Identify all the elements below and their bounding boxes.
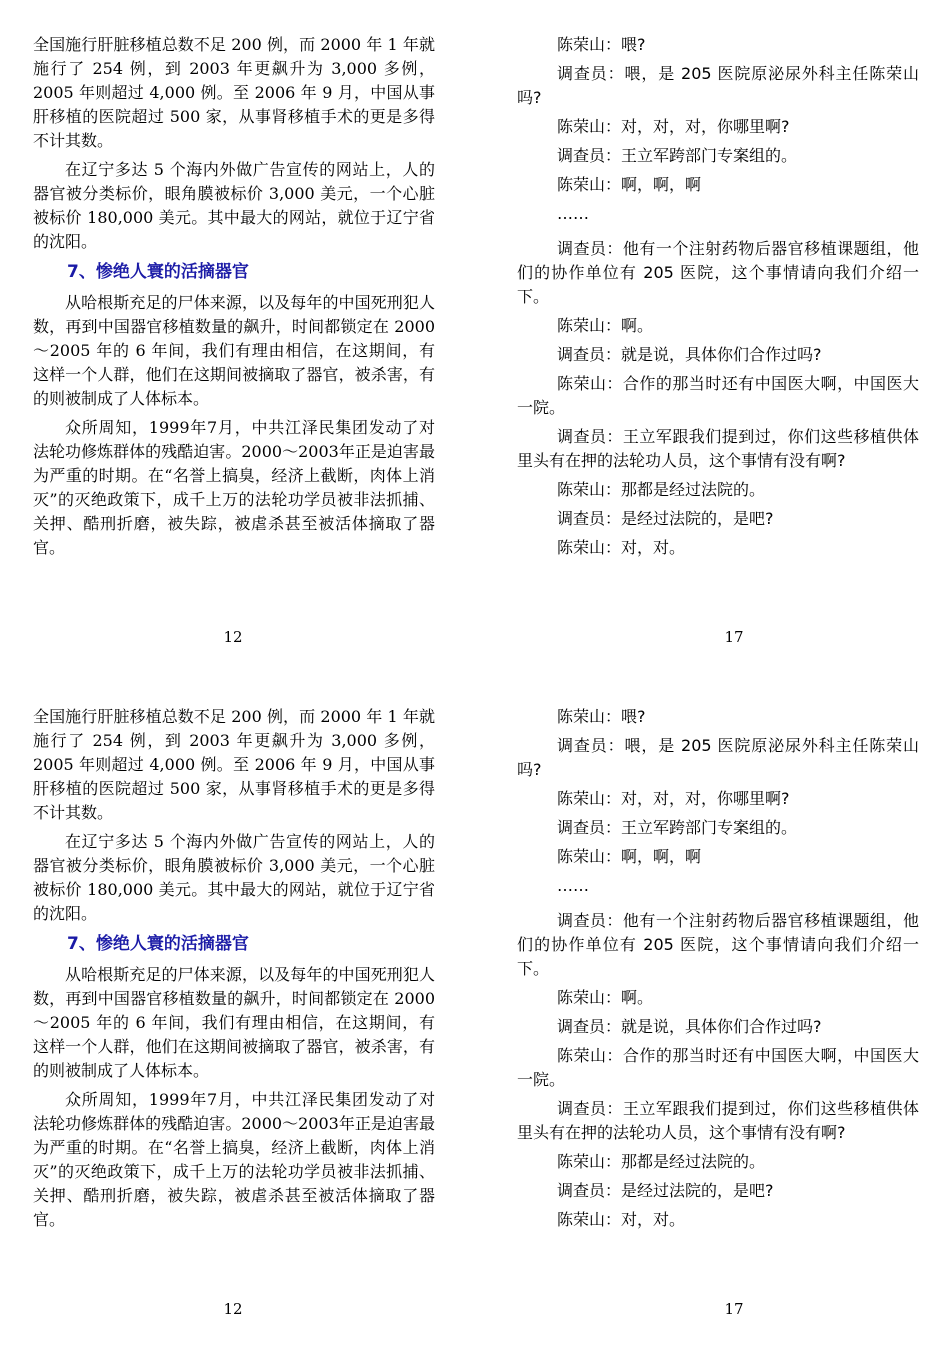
dialogue-line	[517, 144, 919, 168]
speaker-label: 调查员：	[557, 146, 622, 165]
utterance: 王立军跨部门专案组的。	[621, 146, 798, 165]
utterance: 是经过法院的，是吧?	[621, 509, 774, 528]
paragraph-body-sources: 从哈根斯充足的尸体来源，以及每年的中国死刑犯人数，再到中国器官移植数量的飙升，时间都锁定在 2000～2005 年的 6 年间，我们有理由相信，在这期间，有这样一个人群，他们在这期间被摘取了器官，被杀害，有的则被制成了人体标本。	[33, 293, 435, 408]
dialogue-line	[517, 909, 919, 981]
paragraph-body-sources: 从哈根斯充足的尸体来源，以及每年的中国死刑犯人数，再到中国器官移植数量的飙升，时间都锁定在 2000～2005 年的 6 年间，我们有理由相信，在这期间，有这样一个人群，他们在这期间被摘取了器官，被杀害，有的则被制成了人体标本。	[33, 965, 435, 1080]
page-spread-top	[0, 0, 950, 672]
dialogue-line	[517, 425, 919, 473]
dialogue-line	[517, 536, 919, 560]
utterance: 就是说，具体你们合作过吗?	[621, 345, 822, 364]
paragraph-persecution: 众所周知，1999年7月，中共江泽民集团发动了对法轮功修炼群体的残酷迫害。2000～2003年正是迫害最为严重的时期。在“名誉上搞臭，经济上截断，肉体上消灭”的灭绝政策下，成千上万的法轮功学员被非法抓捕、关押、酷刑折磨，被失踪，被虐杀甚至被活体摘取了器官。	[33, 1090, 435, 1229]
dialogue-line	[517, 62, 919, 110]
left-page-column	[33, 33, 435, 565]
ellipsis: ……	[557, 876, 589, 895]
speaker-label: 陈荣山：	[557, 789, 622, 808]
dialogue-line	[517, 314, 919, 338]
dialogue-line	[517, 343, 919, 367]
speaker-label: 陈荣山：	[557, 374, 623, 393]
right-page-column	[517, 33, 919, 565]
dialogue-line	[517, 1179, 919, 1203]
dialogue-line	[517, 1044, 919, 1092]
utterance: 啊，啊，啊	[621, 847, 702, 866]
dialogue-line	[517, 816, 919, 840]
dialogue-line	[517, 115, 919, 139]
speaker-label: 陈荣山：	[557, 35, 622, 54]
utterance: 那都是经过法院的。	[621, 1152, 766, 1171]
utterance: 王立军跟我们提到过，你们这些移植供体里头有在押的法轮功人员，这个事情有没有啊?	[517, 1099, 919, 1142]
utterance: 啊，啊，啊	[621, 175, 702, 194]
speaker-label: 陈荣山：	[557, 1046, 623, 1065]
page-number-left: 12	[223, 628, 243, 646]
speaker-label: 调查员：	[557, 1099, 623, 1118]
left-page-column	[33, 705, 435, 1237]
dialogue-line	[517, 705, 919, 729]
utterance: 对，对，对，你哪里啊?	[621, 789, 790, 808]
page-number-right: 17	[724, 1300, 744, 1318]
speaker-label: 调查员：	[557, 818, 622, 837]
dialogue-line	[517, 1015, 919, 1039]
speaker-label: 陈荣山：	[557, 316, 622, 335]
dialogue-line	[517, 845, 919, 869]
right-page-column	[517, 705, 919, 1237]
dialogue-line	[517, 1150, 919, 1174]
paragraph-organ-pricing: 在辽宁多达 5 个海内外做广告宣传的网站上，人的器官被分类标价，眼角膜被标价 3,000 美元，一个心脏被标价 180,000 美元。其中最大的网站，就位于辽宁省的沈阳。	[33, 160, 435, 251]
dialogue-line	[517, 237, 919, 309]
utterance: 就是说，具体你们合作过吗?	[621, 1017, 822, 1036]
utterance: 对，对，对，你哪里啊?	[621, 117, 790, 136]
speaker-label: 陈荣山：	[557, 847, 622, 866]
dialogue-line	[517, 734, 919, 782]
speaker-label: 陈荣山：	[557, 1210, 622, 1229]
dialogue-line	[517, 986, 919, 1010]
paragraph-liver-transplant-stats: 全国施行肝脏移植总数不足 200 例，而 2000 年 1 年就施行了 254 例，到 2003 年更飙升为 3,000 多例，2005 年则超过 4,000 例。至 2006 年 9 月，中国从事肝移植的医院超过 500 家，从事肾移植手术的更是多得不计其数。	[33, 707, 435, 822]
utterance: 合作的那当时还有中国医大啊，中国医大一院。	[517, 374, 919, 417]
speaker-label: 调查员：	[557, 427, 623, 446]
paragraph-liver-transplant-stats: 全国施行肝脏移植总数不足 200 例，而 2000 年 1 年就施行了 254 例，到 2003 年更飙升为 3,000 多例，2005 年则超过 4,000 例。至 2006 年 9 月，中国从事肝移植的医院超过 500 家，从事肾移植手术的更是多得不计其数。	[33, 35, 435, 150]
speaker-label: 调查员：	[557, 239, 623, 258]
speaker-label: 调查员：	[557, 509, 622, 528]
section-heading: 7、惨绝人寰的活摘器官	[67, 934, 249, 954]
speaker-label: 陈荣山：	[557, 480, 622, 499]
utterance: 王立军跨部门专案组的。	[621, 818, 798, 837]
speaker-label: 陈荣山：	[557, 707, 622, 726]
utterance: 啊。	[621, 988, 654, 1007]
section-heading: 7、惨绝人寰的活摘器官	[67, 262, 249, 282]
dialogue-line	[517, 507, 919, 531]
utterance: 喂，是 205 医院原泌尿外科主任陈荣山吗?	[517, 64, 919, 107]
utterance: 王立军跟我们提到过，你们这些移植供体里头有在押的法轮功人员，这个事情有没有啊?	[517, 427, 919, 470]
speaker-label: 陈荣山：	[557, 538, 622, 557]
utterance: 喂，是 205 医院原泌尿外科主任陈荣山吗?	[517, 736, 919, 779]
speaker-label: 调查员：	[557, 736, 625, 755]
speaker-label: 调查员：	[557, 64, 625, 83]
speaker-label: 陈荣山：	[557, 175, 622, 194]
speaker-label: 调查员：	[557, 1181, 622, 1200]
page-number-left: 12	[223, 1300, 243, 1318]
utterance: 那都是经过法院的。	[621, 480, 766, 499]
utterance: 对，对。	[621, 1210, 686, 1229]
utterance: 合作的那当时还有中国医大啊，中国医大一院。	[517, 1046, 919, 1089]
paragraph-organ-pricing: 在辽宁多达 5 个海内外做广告宣传的网站上，人的器官被分类标价，眼角膜被标价 3,000 美元，一个心脏被标价 180,000 美元。其中最大的网站，就位于辽宁省的沈阳。	[33, 832, 435, 923]
dialogue-line	[517, 1097, 919, 1145]
speaker-label: 陈荣山：	[557, 117, 622, 136]
paragraph-persecution: 众所周知，1999年7月，中共江泽民集团发动了对法轮功修炼群体的残酷迫害。2000～2003年正是迫害最为严重的时期。在“名誉上搞臭，经济上截断，肉体上消灭”的灭绝政策下，成千上万的法轮功学员被非法抓捕、关押、酷刑折磨，被失踪，被虐杀甚至被活体摘取了器官。	[33, 418, 435, 557]
utterance: 对，对。	[621, 538, 686, 557]
utterance: 啊。	[621, 316, 654, 335]
dialogue-line	[517, 787, 919, 811]
speaker-label: 调查员：	[557, 345, 622, 364]
dialogue-line	[517, 173, 919, 197]
utterance: 喂?	[621, 35, 646, 54]
utterance: 是经过法院的，是吧?	[621, 1181, 774, 1200]
speaker-label: 调查员：	[557, 1017, 622, 1036]
utterance: 喂?	[621, 707, 646, 726]
speaker-label: 调查员：	[557, 911, 623, 930]
dialogue-line	[517, 478, 919, 502]
page-number-right: 17	[724, 628, 744, 646]
utterance: 他有一个注射药物后器官移植课题组，他们的协作单位有 205 医院，这个事情请向我们介绍一下。	[517, 239, 919, 306]
utterance: 他有一个注射药物后器官移植课题组，他们的协作单位有 205 医院，这个事情请向我们介绍一下。	[517, 911, 919, 978]
dialogue-line	[517, 372, 919, 420]
dialogue-line	[517, 1208, 919, 1232]
dialogue-line	[517, 33, 919, 57]
speaker-label: 陈荣山：	[557, 988, 622, 1007]
page-spread-bottom	[0, 672, 950, 1344]
ellipsis: ……	[557, 204, 589, 223]
speaker-label: 陈荣山：	[557, 1152, 622, 1171]
